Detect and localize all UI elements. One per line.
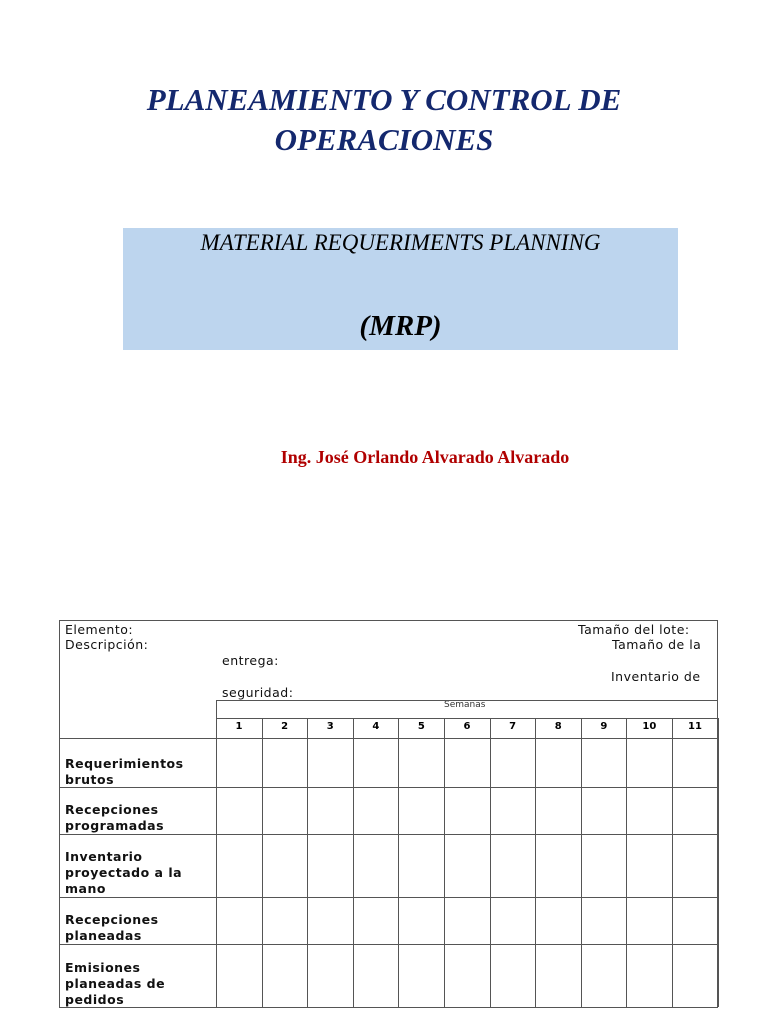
inventario-de-text: Inventario de — [611, 669, 701, 684]
seguridad-label: seguridad: — [222, 685, 294, 700]
week-number: 10 — [642, 721, 657, 732]
entrega-label: entrega: — [222, 653, 279, 668]
week-column-rule — [490, 718, 491, 1007]
week-number: 6 — [463, 721, 471, 732]
row-label-recepciones-planeadas: Recepciones planeadas — [65, 912, 159, 943]
week-number: 4 — [372, 721, 380, 732]
week-column-rule — [262, 718, 263, 1007]
row-rule-2 — [60, 834, 718, 835]
week-column-rule — [398, 718, 399, 1007]
week-column-rule — [672, 718, 673, 1007]
banner-subtitle: MATERIAL REQUERIMENTS PLANNING — [200, 230, 601, 255]
header-bottom-rule — [60, 738, 718, 739]
weeks-header-rule — [216, 718, 718, 719]
week-number: 7 — [509, 721, 517, 732]
week-number: 9 — [600, 721, 608, 732]
week-column-rule — [718, 718, 719, 1007]
week-number: 3 — [326, 721, 334, 732]
row-label-recepciones-programadas: Recepciones programadas — [65, 802, 165, 833]
row-label-emisiones-planeadas: Emisiones planeadas de pedidos — [65, 960, 166, 1007]
lote-label: Tamaño del lote: — [578, 622, 690, 637]
title-line-2: OPERACIONES — [274, 122, 494, 157]
row-rule-4 — [60, 944, 718, 945]
week-column-rule — [535, 718, 536, 1007]
week-column-rule — [626, 718, 627, 1007]
title-line-1: PLANEAMIENTO Y CONTROL DE — [146, 82, 622, 117]
descripcion-label: Descripción: — [65, 637, 149, 652]
mrp-record-form — [59, 620, 718, 1008]
semanas-label: Semanas — [444, 700, 486, 710]
week-number: 11 — [688, 721, 702, 732]
document-title — [0, 80, 768, 160]
week-number: 1 — [235, 721, 243, 732]
week-column-rule — [444, 718, 445, 1007]
row-rule-3 — [60, 897, 718, 898]
semanas-top-rule — [216, 700, 718, 701]
tamano-de-la-text: Tamaño de la — [612, 637, 702, 652]
author-name: Ing. José Orlando Alvarado Alvarado — [280, 447, 570, 467]
week-column-rule — [581, 718, 582, 1007]
elemento-label: Elemento: — [65, 622, 134, 637]
week-number: 5 — [417, 721, 425, 732]
week-number: 8 — [554, 721, 562, 732]
mrp-banner — [123, 228, 678, 350]
week-column-rule — [216, 700, 217, 1007]
week-column-rule — [353, 718, 354, 1007]
week-column-rule — [307, 718, 308, 1007]
row-label-requerimientos-brutos: Requerimientos brutos — [65, 756, 184, 787]
week-number: 2 — [281, 721, 289, 732]
banner-acronym: (MRP) — [359, 310, 442, 342]
row-label-inventario-proyectado: Inventario proyectado a la mano — [65, 849, 183, 896]
